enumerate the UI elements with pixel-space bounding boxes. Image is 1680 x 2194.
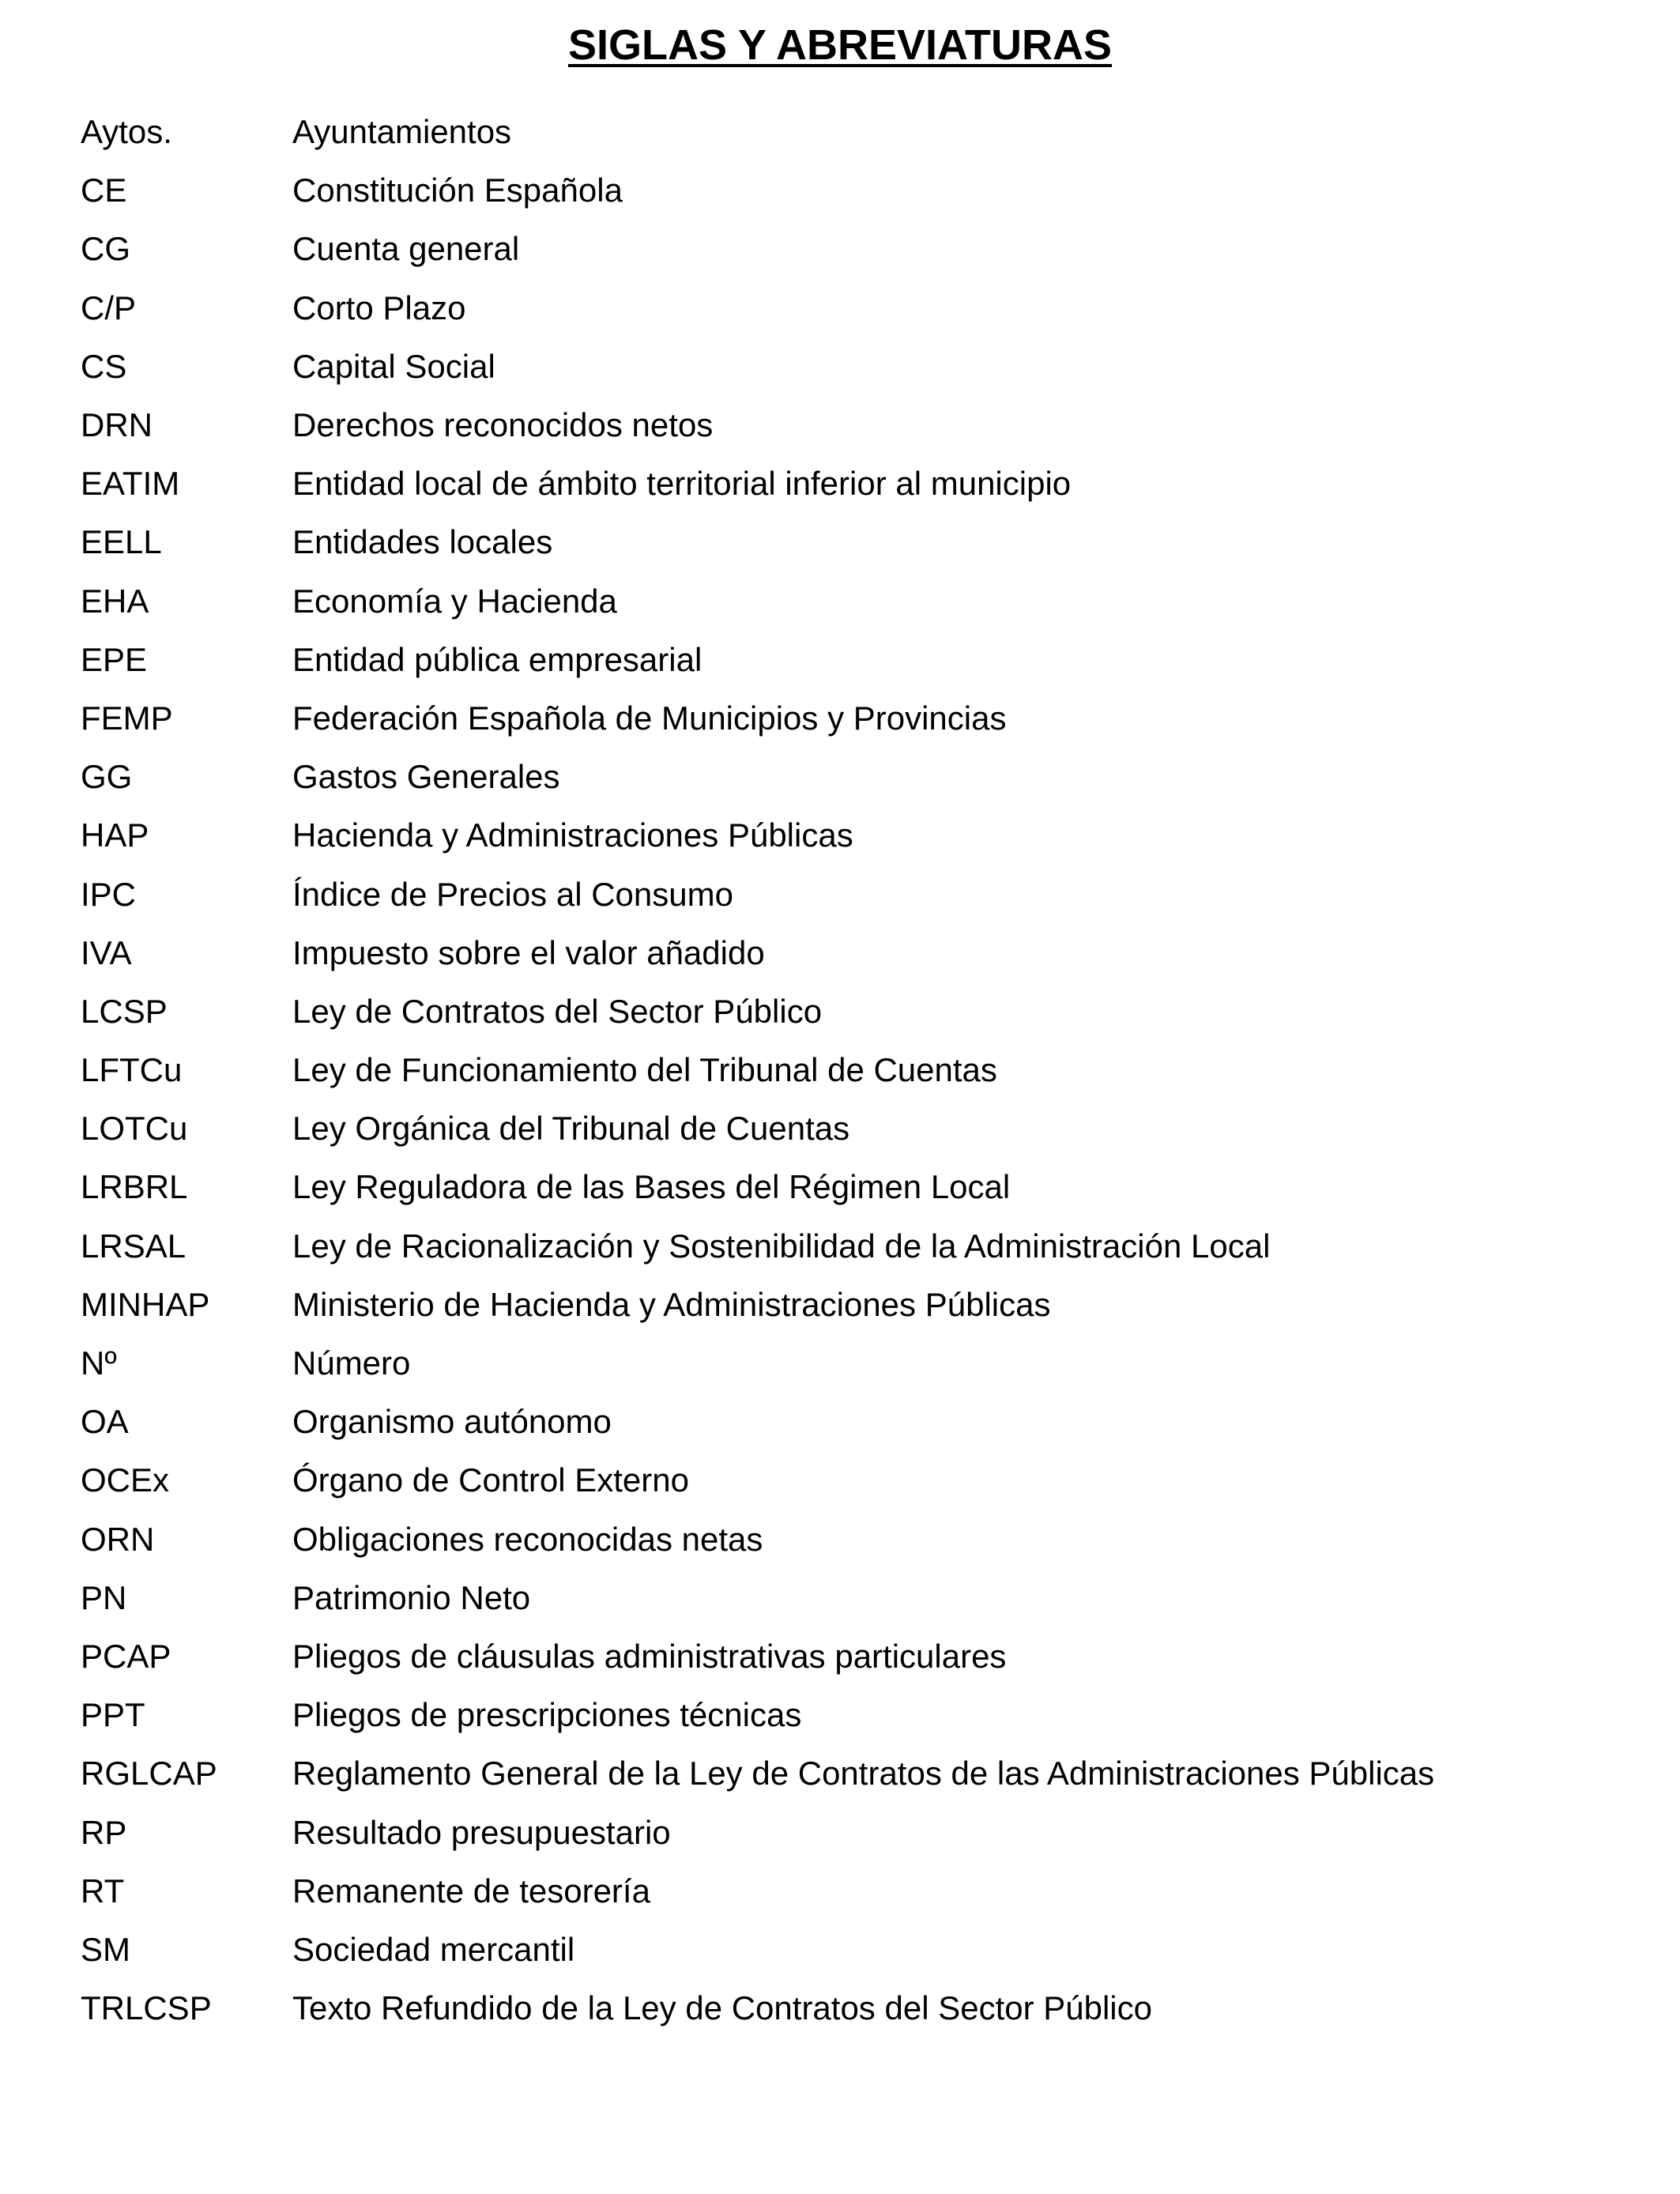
abbreviation-meaning: Entidad pública empresarial — [292, 640, 703, 678]
abbreviation-row — [81, 337, 1622, 396]
abbreviation-row — [81, 103, 1622, 161]
abbreviation-term: PPT — [81, 1696, 145, 1734]
abbreviation-row — [81, 748, 1622, 806]
abbreviation-term: PN — [81, 1578, 127, 1616]
abbreviation-meaning: Gastos Generales — [292, 758, 560, 796]
abbreviation-term: LRBRL — [81, 1168, 188, 1206]
abbreviation-row — [81, 1393, 1622, 1451]
abbreviation-row — [81, 1803, 1622, 1861]
abbreviation-term: EELL — [81, 523, 162, 561]
abbreviation-row — [81, 1099, 1622, 1158]
abbreviation-meaning: Corto Plazo — [292, 288, 466, 326]
abbreviation-term: LRSAL — [81, 1227, 186, 1265]
abbreviation-meaning: Índice de Precios al Consumo — [292, 875, 733, 913]
abbreviation-meaning: Resultado presupuestario — [292, 1813, 671, 1851]
abbreviation-term: IVA — [81, 933, 132, 971]
abbreviation-row — [81, 220, 1622, 278]
abbreviation-term: CS — [81, 347, 127, 385]
page-title: SIGLAS Y ABREVIATURAS — [567, 21, 1113, 69]
abbreviation-term: LCSP — [81, 992, 168, 1030]
abbreviation-meaning: Sociedad mercantil — [292, 1930, 575, 1968]
abbreviation-meaning: Constitución Española — [292, 172, 623, 209]
abbreviation-meaning: Remanente de tesorería — [292, 1872, 650, 1909]
abbreviation-meaning: Reglamento General de la Ley de Contratos de las Administraciones Públicas — [292, 1755, 1435, 1793]
abbreviation-row — [81, 454, 1622, 513]
abbreviation-meaning: Cuenta general — [292, 230, 520, 268]
abbreviation-row — [81, 1158, 1622, 1216]
abbreviation-term: LFTCu — [81, 1051, 183, 1089]
abbreviation-row — [81, 865, 1622, 923]
abbreviation-meaning: Entidad local de ámbito territorial inferior al municipio — [292, 465, 1072, 503]
abbreviation-term: RP — [81, 1813, 127, 1851]
abbreviation-row — [81, 1451, 1622, 1510]
abbreviation-term: HAP — [81, 816, 149, 854]
abbreviation-row — [81, 1686, 1622, 1744]
abbreviation-list — [81, 103, 1622, 2038]
abbreviation-meaning: Patrimonio Neto — [292, 1578, 531, 1616]
abbreviation-row — [81, 982, 1622, 1041]
abbreviation-term: RGLCAP — [81, 1755, 217, 1793]
abbreviation-row — [81, 806, 1622, 865]
abbreviation-term: EATIM — [81, 465, 180, 503]
abbreviation-row — [81, 1744, 1622, 1803]
abbreviation-row — [81, 689, 1622, 748]
abbreviation-meaning: Ley de Contratos del Sector Público — [292, 992, 823, 1030]
abbreviation-row — [81, 161, 1622, 220]
abbreviation-row — [81, 1862, 1622, 1921]
abbreviation-meaning: Entidades locales — [292, 523, 553, 561]
abbreviation-row — [81, 1510, 1622, 1569]
abbreviation-term: C/P — [81, 288, 137, 326]
abbreviation-meaning: Hacienda y Administraciones Públicas — [292, 816, 853, 854]
abbreviation-row — [81, 279, 1622, 337]
abbreviation-row — [81, 1334, 1622, 1393]
abbreviation-term: PCAP — [81, 1637, 171, 1675]
abbreviation-meaning: Derechos reconocidos netos — [292, 406, 714, 444]
abbreviation-row — [81, 1569, 1622, 1627]
abbreviation-term: DRN — [81, 406, 153, 444]
abbreviation-row — [81, 572, 1622, 631]
abbreviation-meaning: Pliegos de prescripciones técnicas — [292, 1696, 802, 1734]
abbreviation-row — [81, 396, 1622, 454]
abbreviation-row — [81, 1276, 1622, 1334]
abbreviation-meaning: Ley de Racionalización y Sostenibilidad de la Administración Local — [292, 1227, 1271, 1265]
abbreviation-meaning: Federación Española de Municipios y Provincias — [292, 699, 1007, 737]
abbreviation-term: Nº — [81, 1344, 117, 1382]
abbreviation-row — [81, 513, 1622, 571]
abbreviation-meaning: Texto Refundido de la Ley de Contratos del Sector Público — [292, 1989, 1153, 2027]
abbreviation-meaning: Ley Orgánica del Tribunal de Cuentas — [292, 1110, 850, 1148]
abbreviation-term: LOTCu — [81, 1110, 188, 1148]
abbreviation-term: SM — [81, 1930, 130, 1968]
abbreviation-meaning: Ayuntamientos — [292, 113, 512, 151]
abbreviation-meaning: Ley de Funcionamiento del Tribunal de Cuentas — [292, 1051, 997, 1089]
abbreviation-row — [81, 1041, 1622, 1099]
abbreviation-row — [81, 1979, 1622, 2038]
abbreviation-meaning: Obligaciones reconocidas netas — [292, 1520, 763, 1558]
abbreviation-meaning: Organismo autónomo — [292, 1403, 612, 1441]
abbreviation-term: CG — [81, 230, 130, 268]
abbreviation-row — [81, 1217, 1622, 1276]
abbreviation-term: GG — [81, 758, 133, 796]
abbreviation-row — [81, 1921, 1622, 1979]
abbreviation-term: CE — [81, 172, 127, 209]
abbreviation-meaning: Ministerio de Hacienda y Administraciones Públicas — [292, 1285, 1051, 1323]
abbreviation-term: MINHAP — [81, 1285, 210, 1323]
abbreviation-term: OCEx — [81, 1461, 170, 1499]
abbreviation-term: ORN — [81, 1520, 155, 1558]
abbreviation-row — [81, 631, 1622, 689]
abbreviation-term: EPE — [81, 640, 148, 678]
abbreviation-meaning: Economía y Hacienda — [292, 582, 617, 620]
abbreviation-row — [81, 1627, 1622, 1686]
abbreviation-term: FEMP — [81, 699, 173, 737]
abbreviation-term: Aytos. — [81, 113, 172, 151]
abbreviation-meaning: Ley Reguladora de las Bases del Régimen Local — [292, 1168, 1011, 1206]
abbreviation-meaning: Órgano de Control Externo — [292, 1461, 689, 1499]
abbreviation-term: TRLCSP — [81, 1989, 212, 2027]
abbreviation-meaning: Impuesto sobre el valor añadido — [292, 933, 765, 971]
abbreviation-term: RT — [81, 1872, 125, 1909]
abbreviation-meaning: Pliegos de cláusulas administrativas particulares — [292, 1637, 1007, 1675]
abbreviation-meaning: Número — [292, 1344, 411, 1382]
abbreviation-term: EHA — [81, 582, 149, 620]
abbreviation-term: OA — [81, 1403, 129, 1441]
abbreviation-meaning: Capital Social — [292, 347, 495, 385]
abbreviation-row — [81, 924, 1622, 982]
abbreviation-term: IPC — [81, 875, 137, 913]
